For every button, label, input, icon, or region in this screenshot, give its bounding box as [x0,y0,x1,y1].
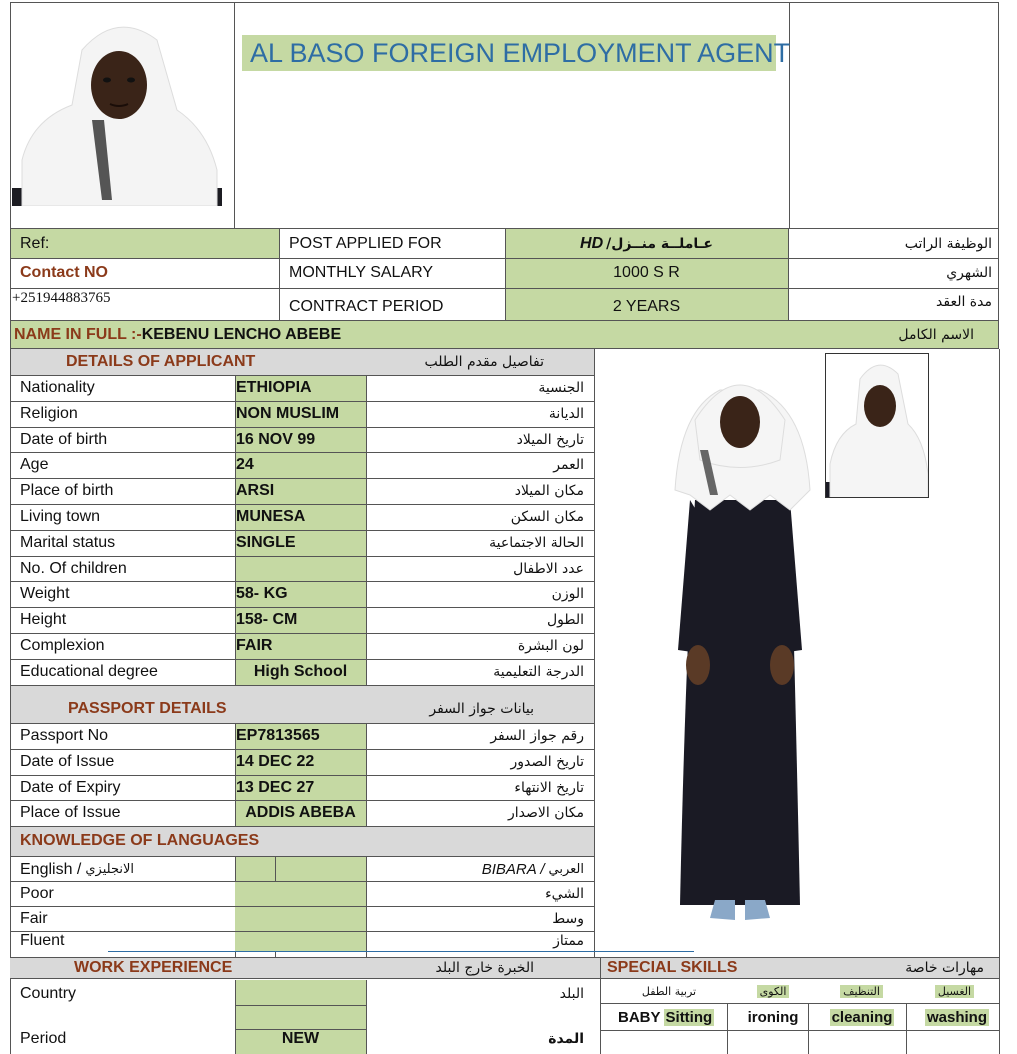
languages-heading: KNOWLEDGE OF LANGUAGES [20,832,260,849]
passport-heading: PASSPORT DETAILS [68,700,227,717]
applicant-heading: DETAILS OF APPLICANT [66,353,256,370]
applicant-row-ar: الطول [546,612,584,628]
applicant-row-ar: لون البشرة [517,638,584,654]
salary-value: 1000 S R [613,264,680,281]
applicant-row-label: Educational degree [20,663,158,680]
skill-ar-item: التنظيف [813,980,910,1002]
passport-row-ar: تاريخ الصدور [510,754,584,770]
applicant-row-label: Religion [20,405,78,422]
language-level-label: Fluent [20,932,65,949]
skill-item: BABY Sitting [618,1008,713,1026]
applicant-row-ar: العمر [553,457,584,473]
applicant-row-label: Height [20,611,67,628]
passport-row-ar: رقم جواز السفر [490,728,584,744]
skill-item: cleaning [831,1008,893,1026]
applicant-row-label: Complexion [20,637,105,654]
applicant-row-value: SINGLE [236,534,296,551]
passport-row-value: 13 DEC 27 [236,778,315,796]
full-name: NAME IN FULL :- KEBENU LENCHO ABEBE [14,325,342,343]
contact-label: Contact NO [20,264,108,281]
applicant-row-ar: الحالة الاجتماعية [489,535,584,551]
salary-ar: الشهري [946,265,992,281]
applicant-row-ar: تاريخ الميلاد [516,431,584,448]
passport-row-ar: مكان الاصدار [508,805,584,821]
full-name-ar: الاسم الكامل [898,326,974,343]
language-level-label: Fair [20,909,48,927]
applicant-row-ar: الدرجة التعليمية [493,664,584,680]
ref-label: Ref: [20,234,50,252]
applicant-row-label: Weight [20,585,70,602]
applicant-row-value: ARSI [236,482,275,499]
applicant-row-ar: مكان السكن [510,509,584,525]
passport-row-ar: تاريخ الانتهاء [514,779,584,796]
passport-row-label: Passport No [20,727,109,744]
applicant-row-ar: الجنسية [538,380,584,396]
post-label: POST APPLIED FOR [289,234,442,252]
passport-row-label: Place of Issue [20,804,121,821]
applicant-row-ar: الوزن [551,586,584,602]
contract-value: 2 YEARS [612,298,681,315]
passport-heading-ar: بيانات جواز السفر [429,701,534,717]
contract-ar: مدة العقد [936,294,992,310]
agency-title: AL BASO FOREIGN EMPLOYMENT AGENT [250,37,791,68]
applicant-small-photo [825,353,929,498]
applicant-row-value: FAIR [236,637,273,654]
applicant-row-ar: مكان الميلاد [514,483,584,499]
skill-item: washing [926,1008,987,1026]
applicant-row-value [235,556,366,581]
applicant-row-ar: الديانة [548,406,584,422]
work-heading: WORK EXPERIENCE [74,959,233,976]
country-ar: البلد [559,986,584,1002]
period-ar: المدة [548,1031,584,1047]
post-value: HD عـاملــة منــزل/ [580,234,713,252]
applicant-full-body-photo [640,350,840,925]
agency-title-box [242,35,791,71]
applicant-row-label: Marital status [20,534,116,551]
applicant-row-value: ETHIOPIA [236,379,312,396]
skill-ar-item: الكوى [733,980,813,1002]
english-label: English / الانجليزي [20,860,134,878]
period-value: NEW [281,1030,320,1047]
salary-label: MONTHLY SALARY [289,264,434,281]
country-label: Country [20,985,77,1002]
skill-ar-item: تربية الطفل [641,984,697,998]
contract-label: CONTRACT PERIOD [289,298,444,315]
applicant-row-value: MUNESA [236,508,306,525]
contact-number: +251944883765 [12,289,111,306]
post-ar: الوظيفة الراتب [904,235,992,252]
applicant-row-value: High School [253,663,348,680]
applicant-row-label: Living town [20,508,101,525]
applicant-row-label: Date of birth [20,430,108,448]
passport-row-label: Date of Issue [20,753,115,770]
arabic-label: العربي BIBARA / [481,861,584,878]
skill-item: ironing [747,1008,799,1026]
language-level-ar: وسط [552,910,584,927]
applicant-row-value: NON MUSLIM [236,405,340,422]
fluent-underline [108,951,694,952]
applicant-row-label: Place of birth [20,482,114,499]
work-heading-ar: الخبرة خارج البلد [435,960,534,976]
applicant-row-value: 24 [236,456,254,473]
applicant-row-value: 58- KG [236,585,288,602]
passport-row-value: EP7813565 [236,727,320,744]
skills-heading: SPECIAL SKILLS [607,959,738,976]
passport-row-label: Date of Expiry [20,778,121,796]
applicant-row-value: 16 NOV 99 [236,430,316,448]
skills-heading-ar: مهارات خاصة [905,960,984,976]
passport-row-value: ADDIS ABEBA [245,804,356,821]
applicant-row-value: 158- CM [236,611,298,628]
applicant-headshot [12,10,222,206]
applicant-row-label: Nationality [20,379,95,396]
applicant-row-label: No. Of children [20,559,127,577]
passport-row-value: 14 DEC 22 [236,753,315,770]
period-label: Period [20,1030,67,1047]
language-level-ar: الشيء [545,885,584,902]
applicant-heading-ar: تفاصيل مقدم الطلب [424,354,544,370]
applicant-row-ar: عدد الاطفال [513,560,584,577]
language-level-ar: ممتاز [553,933,584,949]
applicant-row-label: Age [20,456,49,473]
language-level-label: Poor [20,884,54,902]
skill-ar-item: الغسيل [910,980,999,1002]
